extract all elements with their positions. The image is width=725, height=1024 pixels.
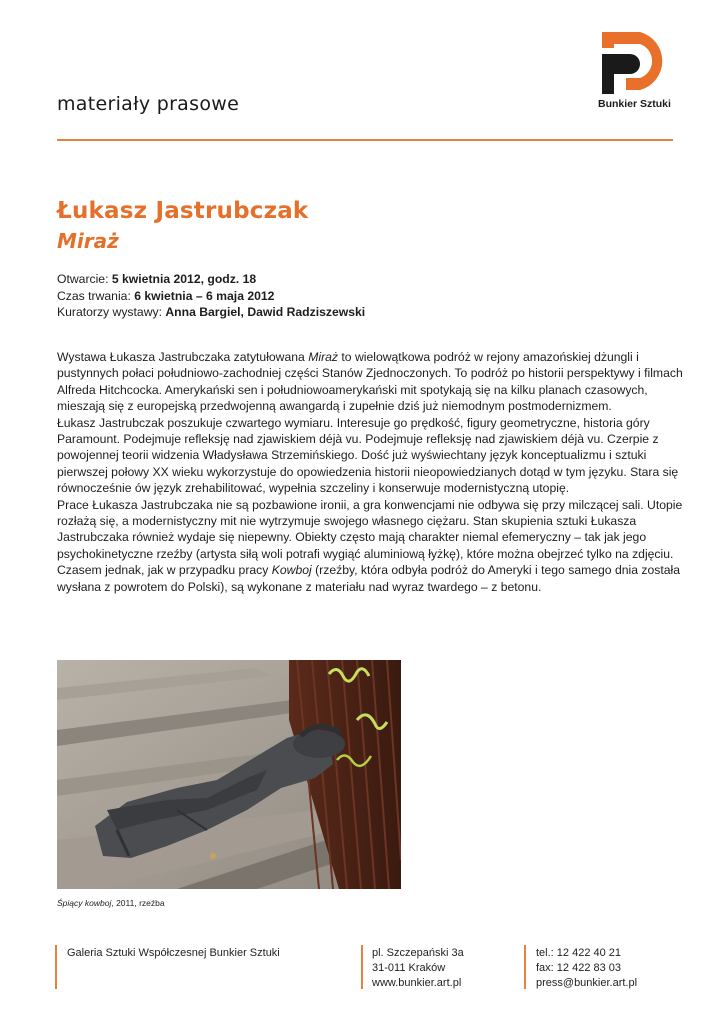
header-rule [57,139,673,141]
email-link[interactable]: press@bunkier.art.pl [536,977,638,989]
gallery-name: Galeria Sztuki Współczesnej Bunkier Sztuki [67,947,280,959]
duration-label: Czas trwania: [57,288,135,303]
artwork-title-inline: Kowboj [271,563,312,578]
sleeping-cowboy-sculpture-image [57,660,401,889]
footer-divider [524,945,526,989]
fax-number: fax: 12 422 83 03 [536,962,622,974]
footer-gallery [67,946,280,961]
curators-label: Kuratorzy wystawy: [57,305,166,319]
address-line-1: pl. Szczepański 3a [372,947,464,959]
duration-line [57,288,365,305]
paragraph-3 [57,497,687,595]
paragraph-2: Łukasz Jastrubczak poszukuje czwartego wymiaru. Interesuje go prędkość, figury geometryczne, historia góry Paramount. Podejmuje refleksję nad zjawiskiem déjà vu. Podejmuje refleksję nad zjawiskiem déjà vu. Czerpie z powojennej teorii widzenia Władysława Strzemińskiego. Dość już wyświechtany język konceptualizmu i sztuki pierwszej połowy XX wieku wykorzystuje do opowiedzenia historii nieopowiedzianych dotąd w tym języku. Stara się równocześnie ów język zrehabilitować, wypełnia szczeliny i konserwuje modernistyczną utopię. [57,415,679,496]
duration-value: 6 kwietnia – 6 maja 2012 [134,288,275,303]
paragraph-3-text-a: Prace Łukasza Jastrubczaka nie są pozbawione ironii, a gra konwencjami nie odbywa się przy milczącej sali. Utopie rozłażą się, a modernistyczny mit nie wytrzymuje swojego własnego ciężaru. Stan skupienia sztuki Łukasza Jastrubczaka również wydaje się niepewny. Obiekty często mają charakter niemal efemeryczny – tak jak jego psychokinetyczne rzeźby (artysta siłą woli potrafi wygiąć aluminiową łyżkę), które można obejrzeć tylko na zdjęciu. Czasem jednak, jak w przypadku pracy [57,497,683,578]
bunkier-logo-icon [600,30,674,96]
footer-address [372,946,464,991]
exhibition-details [57,271,365,321]
opening-value: 5 kwietnia 2012, godz. 18 [111,272,257,286]
artist-name: Łukasz Jastrubczak [57,198,309,224]
paragraph-3-text-b: (rzeźby, która odbyła podróż do Ameryki i tego samego dnia została wysłana z powrotem do Polski), są wykonane z materiału nad wyraz twardego – z betonu. [57,563,681,594]
footer-divider [55,945,57,989]
paragraph-1-text-a: Wystawa Łukasza Jastrubczaka zatytułowana [57,350,309,364]
artwork-photo [57,660,401,889]
phone-number: tel.: 12 422 40 21 [536,947,622,959]
section-label: materiały prasowe [57,93,240,115]
title-block [57,198,308,253]
press-release-body [57,349,687,595]
paragraph-1 [57,349,687,415]
logo-text: Bunkier Sztuki [598,98,671,110]
footer-contact [536,946,637,991]
curators-line [57,304,365,321]
opening-line [57,271,365,288]
opening-label: Otwarcie: [57,272,112,286]
website-link[interactable]: www.bunkier.art.pl [372,977,462,989]
caption-title: Śpiący kowboj [57,898,112,908]
curators-value: Anna Bargiel, Dawid Radziszewski [165,305,366,319]
exhibition-title-inline: Miraż [308,350,339,364]
bunkier-sztuki-logo[interactable] [598,30,678,110]
paragraph-1-text-b: to wielowątkowa podróż w rejony amazońskiej dżungli i pustynnych połaci południowo-zachodniej części Stanów Zjednoczonych. To podróż po historii perspektywy i filmach Alfreda Hitchcocka. Amerykański sen i południowoamerykański mit spotykają się na kilku planach czasowych, mieszają się z europejską przedwojenną awangardą i zupełnie dziś już niemodnym postmodernizmem. [57,350,683,414]
exhibition-title: Miraż [57,229,119,253]
address-line-2: 31-011 Kraków [372,962,446,974]
caption-details: , 2011, rzeźba [111,898,165,908]
footer-divider [361,945,363,989]
photo-caption [57,898,165,908]
